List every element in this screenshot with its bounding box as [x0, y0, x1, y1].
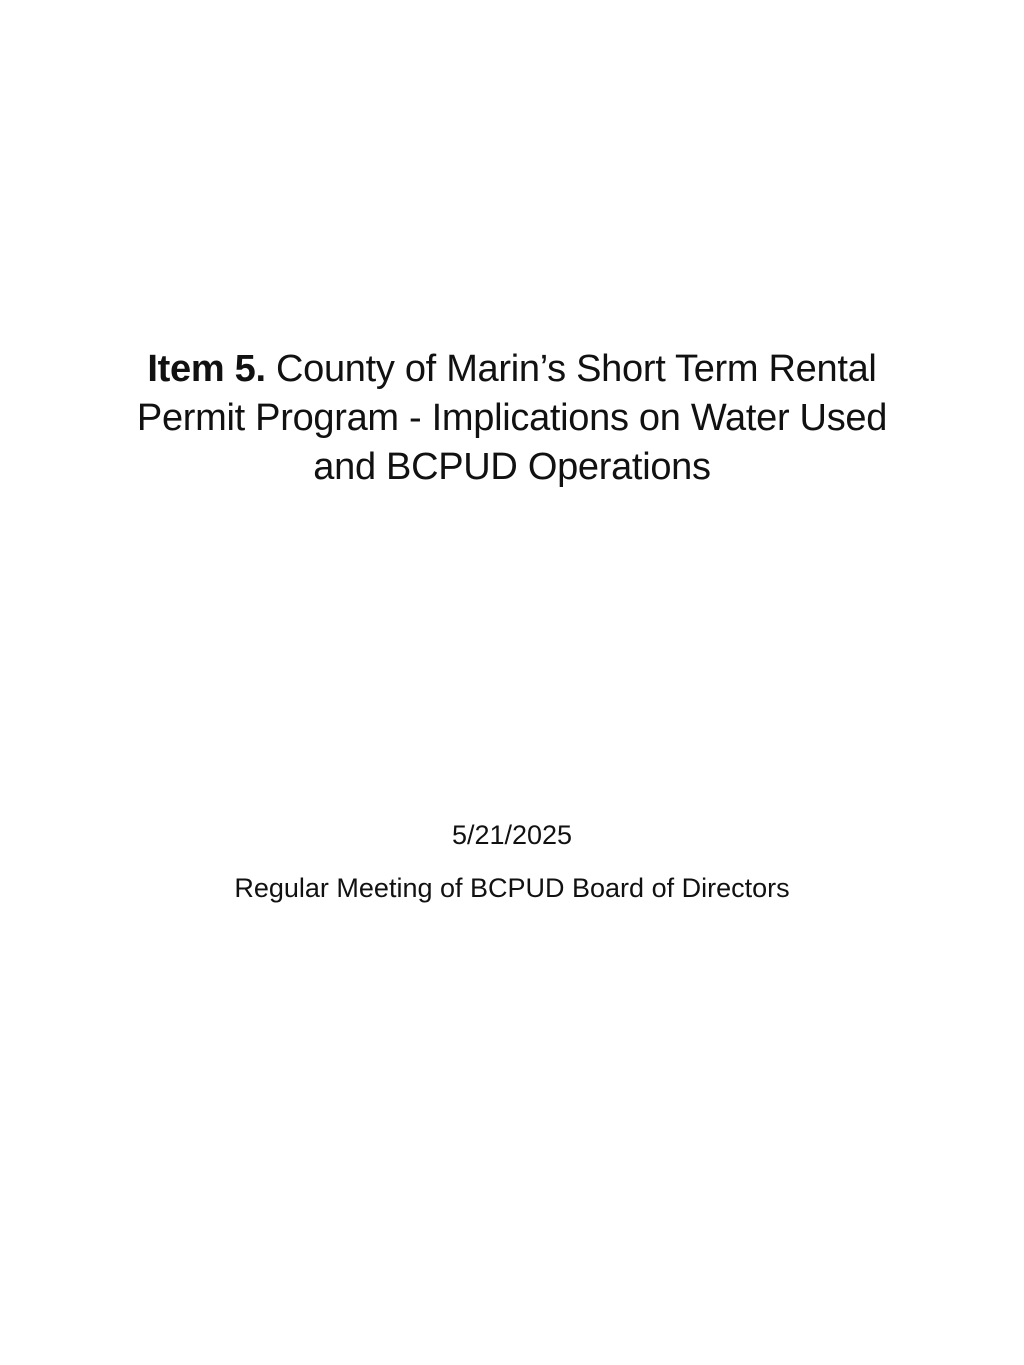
- title-line-1: [92, 345, 932, 394]
- slide-title: [92, 345, 932, 492]
- title-line-3: and BCPUD Operations: [313, 446, 711, 488]
- title-line-2: Permit Program - Implications on Water Used: [136, 397, 888, 439]
- title-line-1-text: County of Marin’s Short Term Rental: [275, 348, 877, 390]
- item-label: Item 5.: [147, 348, 266, 390]
- meeting-date: 5/21/2025: [451, 820, 573, 850]
- meeting-info: [92, 815, 932, 908]
- meeting-name: Regular Meeting of BCPUD Board of Directors: [234, 873, 790, 903]
